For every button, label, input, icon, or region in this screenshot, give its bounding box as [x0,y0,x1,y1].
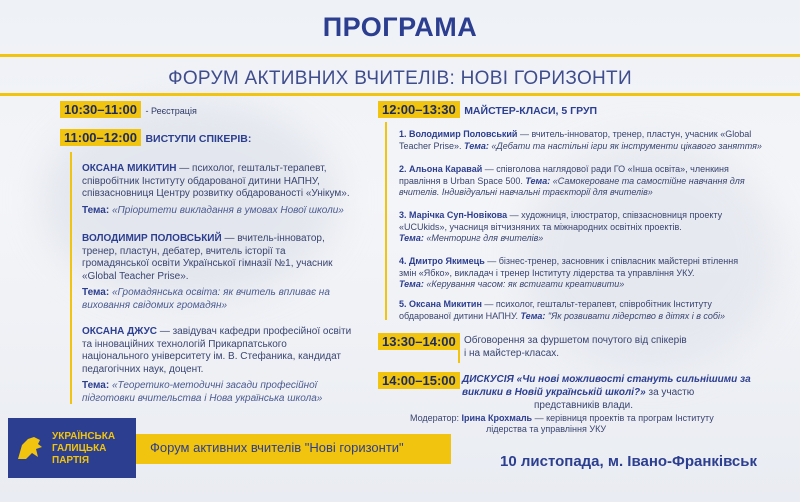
title-divider [0,54,800,57]
discussion-row [378,372,460,390]
lion-icon [14,431,48,465]
registration-row [60,101,197,119]
talks-time: 11:00–12:00 [60,129,141,146]
masterclass-item-1: 1. Володимир Половський — вчитель-інноватор, тренер, пластун, учасник «Global Teacher Prise». Тема: «Дебати та настільні ігри як інструменти цікавого заняття» [399,129,762,151]
talks-label: ВИСТУПИ СПІКЕРІВ: [145,133,252,145]
masterclass-item-4: 4. Дмитро Якимець — бізнес-тренер, засновник і співласник майстерні втілення змін «Ябко», викладач і тренер Інституту лідерства та управління УКУ. Тема: «Керування часом: як встигати креативити» [399,256,739,289]
masterclass-item-2: 2. Альона Каравай — співголова наглядової ради ГО «Інша освіта», членкиня правління в Urban Space 500. Тема: «Самокероване та самостійне навчання для вчителів. Індивідуальні навчальні траєкторії для вчителів» [399,164,745,197]
speaker-2: ВОЛОДИМИР ПОЛОВСЬКИЙ — вчитель-інноватор, тренер, пластун, дебатер, вчитель історії та громадянської освіти Української гімназії №1, учасник «Global Teacher Prise». Тема: «Громадянська освіта: як вчитель впливає на виховання свідомих громадян» [82,233,333,311]
lunch-row [378,333,460,351]
moderator-text: Модератор: Ірина Крохмаль — керівниця проектів та програм Інституту лідерства та управління УКУ [410,413,714,434]
masterclass-label: МАЙСТЕР-КЛАСИ, 5 ГРУП [464,105,598,117]
right-accent-line [385,122,387,320]
masterclass-row [378,101,597,119]
lunch-time: 13:30–14:00 [378,333,460,350]
masterclass-item-3: 3. Марічка Суп-Новікова — художниця, ілюстратор, співзасновниця проекту «UCUkids», учасниця вітчизняних та міжнародних освітніх проектів. Тема: «Менторинг для вчителів» [399,210,723,243]
registration-time: 10:30–11:00 [60,101,141,118]
discussion-time: 14:00–15:00 [378,372,460,389]
speaker-name: ВОЛОДИМИР ПОЛОВСЬКИЙ [82,233,222,244]
speaker-1: ОКСАНА МИКИТИН — психолог, гештальт-терапевт, співробітник Інституту обдарованої дитини НАПНУ, співзасновниця Центру розвитку обдарованості «Унікум». Тема: «Пріоритети викладання в умовах Нової школи» [82,163,350,216]
logo-line-3: ПАРТІЯ [52,455,90,466]
speaker-name: ОКСАНА ДЖУС [82,326,158,337]
talks-row [60,129,251,147]
masterclass-item-5: 5. Оксана Микитин — психолог, гештальт-терапевт, співробітник Інституту обдарованої дитини НАПНУ. Тема: "Як розвивати лідерство в дітях і в собі» [399,299,725,321]
speaker-3: ОКСАНА ДЖУС — завідувач кафедри професійної освіти та інноваційних технологій Прикарпатського національного університету ім. В. Стефаника, кандидат педагогічних наук, доцент. Тема: «Теоретико-методичні засади професійної підготовки вчительства і Нова українська школа» [82,326,352,404]
event-date: 10 листопада, м. Івано-Франківськ [500,453,757,470]
party-logo [8,418,136,478]
discussion-label: ДИСКУСІЯ [462,374,514,385]
discussion-text: ДИСКУСІЯ «Чи нові можливості стануть сильнішими за виклики в Новій українській школі?» за участю представників влади. [462,374,751,411]
registration-label: - Реєстрація [145,106,197,116]
logo-line-2: ГАЛИЦЬКА [52,443,107,454]
page-title: ПРОГРАМА [322,12,478,42]
logo-line-1: УКРАЇНСЬКА [52,431,116,442]
lunch-text: Обговорення за фуршетом почутого від спікерів і на майстер-класах. [464,335,687,359]
lunch-accent-line [458,333,460,363]
page-subtitle: ФОРУМ АКТИВНИХ ВЧИТЕЛІВ: НОВІ ГОРИЗОНТИ [168,68,632,89]
speaker-name: ОКСАНА МИКИТИН [82,163,177,174]
masterclass-time: 12:00–13:30 [378,101,460,118]
subtitle-divider [0,93,800,96]
left-accent-line [70,152,72,404]
forum-banner-text: Форум активних вчителів "Нові горизонти" [150,440,404,455]
